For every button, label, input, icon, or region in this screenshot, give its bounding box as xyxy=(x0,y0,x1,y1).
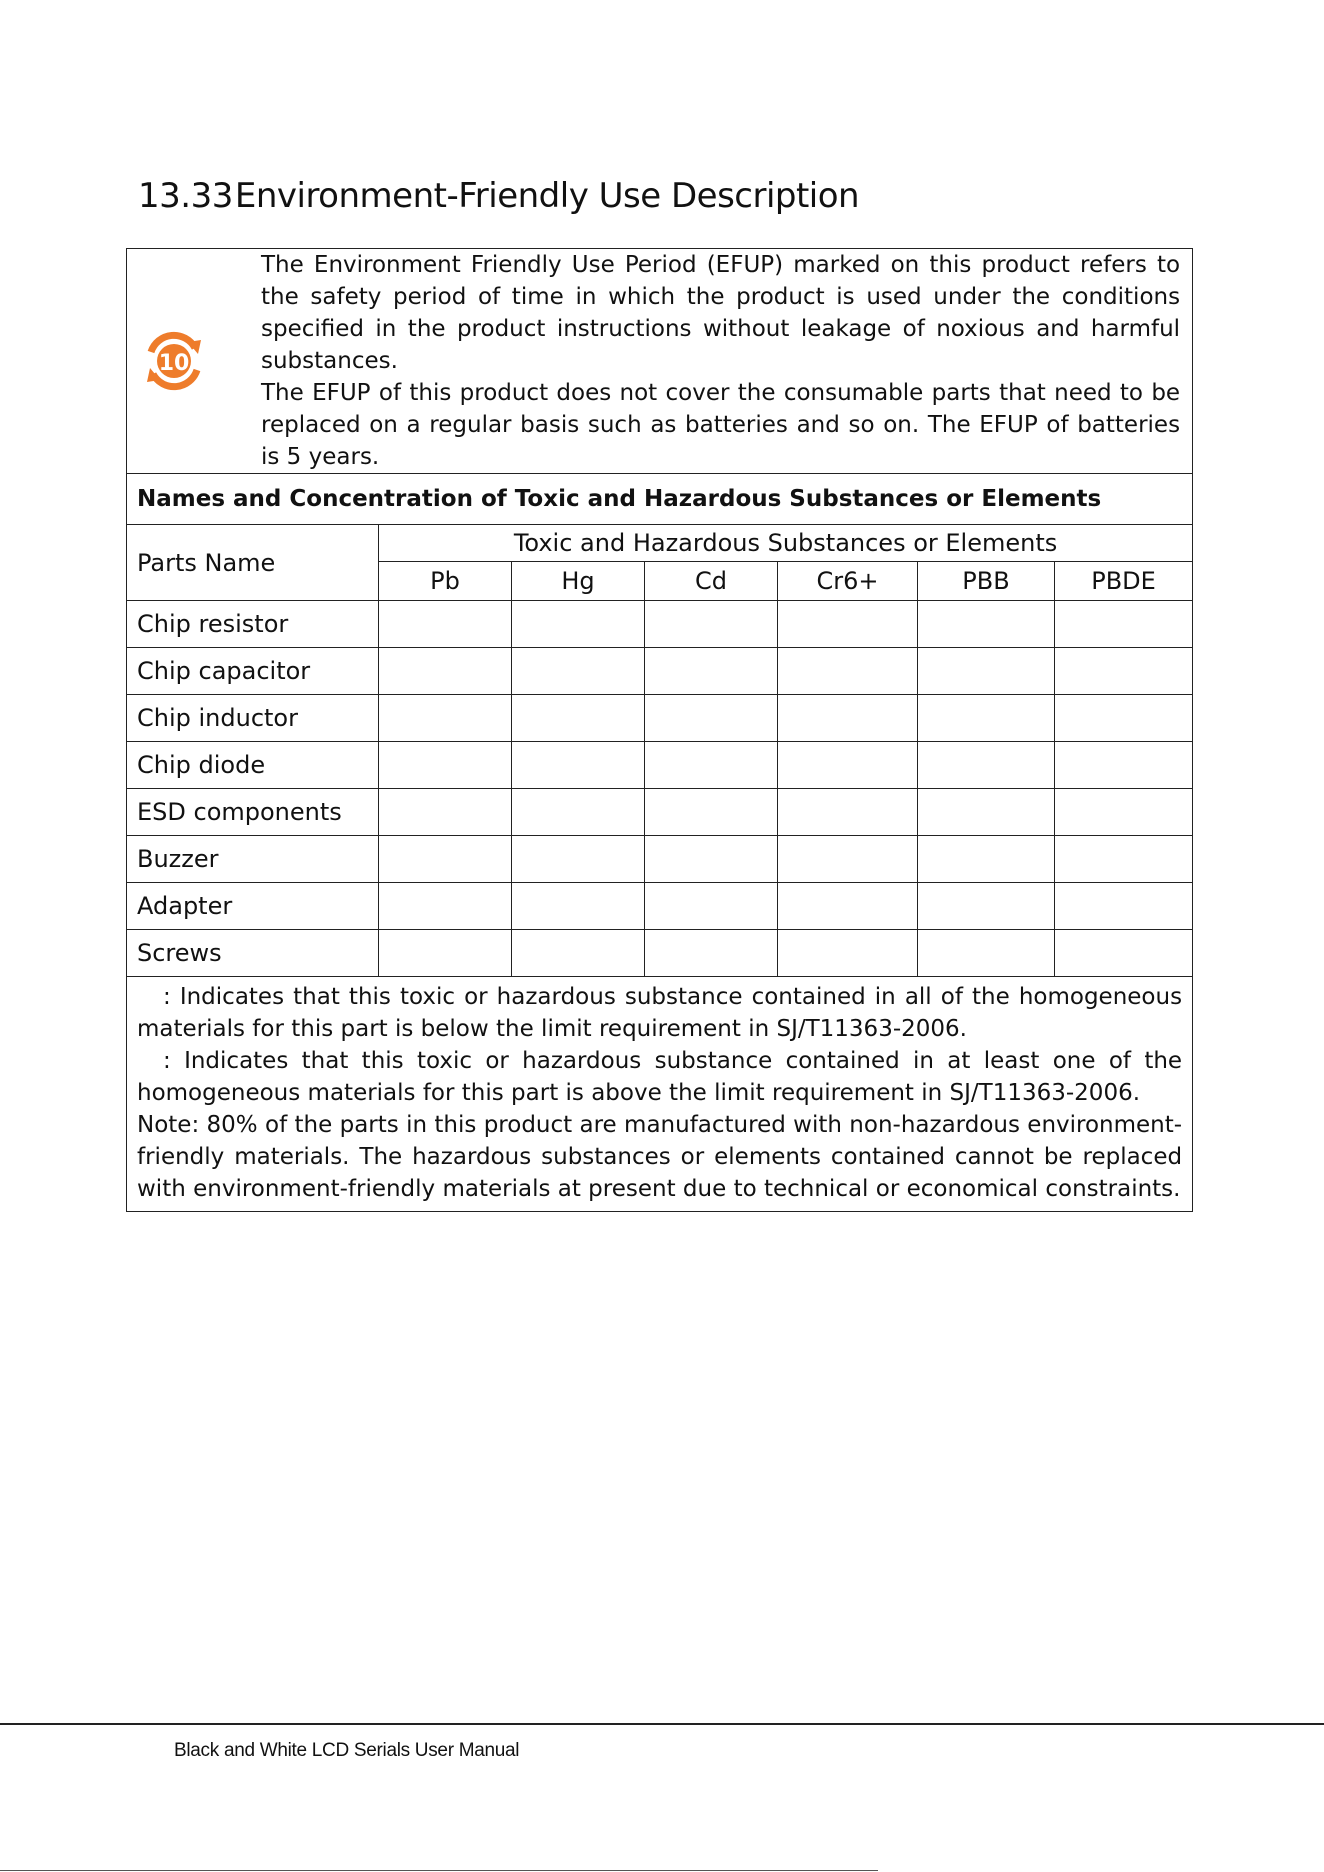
table-cell xyxy=(645,789,778,836)
table-cell xyxy=(645,648,778,695)
table-row xyxy=(127,930,1193,977)
notes-cell xyxy=(127,977,1193,1212)
table-cell xyxy=(778,742,918,789)
note-below-limit: : Indicates that this toxic or hazardous substance contained in all of the homogeneous materials for this part is below the limit requirement in SJ/T11363-2006. xyxy=(137,984,1183,1042)
table-cell xyxy=(1055,883,1193,930)
section-number: 13.33 xyxy=(138,176,233,216)
part-name: Chip capacitor xyxy=(127,648,379,695)
table-cell xyxy=(645,742,778,789)
table-cell xyxy=(645,601,778,648)
table-cell xyxy=(512,601,645,648)
table-row xyxy=(127,695,1193,742)
table-cell xyxy=(778,883,918,930)
table-cell xyxy=(778,695,918,742)
table-cell xyxy=(918,601,1055,648)
table-cell xyxy=(379,836,512,883)
efup-paragraph-2: The EFUP of this product does not cover the consumable parts that need to be replaced on a regular basis such as batteries and so on. The EFUP of batteries is 5 years. xyxy=(261,380,1181,470)
table-cell xyxy=(778,789,918,836)
part-name: Adapter xyxy=(127,883,379,930)
efup-table xyxy=(126,248,1193,1212)
substances-header: Toxic and Hazardous Substances or Elements xyxy=(379,525,1193,562)
table-cell xyxy=(512,930,645,977)
table-cell xyxy=(918,742,1055,789)
table-row xyxy=(127,648,1193,695)
table-cell xyxy=(918,883,1055,930)
table-row xyxy=(127,789,1193,836)
table-cell xyxy=(645,883,778,930)
part-name: Chip diode xyxy=(127,742,379,789)
table-cell xyxy=(1055,789,1193,836)
table-cell xyxy=(512,789,645,836)
table-cell xyxy=(512,836,645,883)
table-cell xyxy=(379,648,512,695)
table-cell xyxy=(512,695,645,742)
table-cell xyxy=(1055,742,1193,789)
table-cell xyxy=(778,930,918,977)
table-cell xyxy=(1055,601,1193,648)
table-cell xyxy=(1055,930,1193,977)
table-cell xyxy=(1055,695,1193,742)
part-name: Screws xyxy=(127,930,379,977)
table-cell xyxy=(918,836,1055,883)
table-cell xyxy=(645,930,778,977)
table-cell xyxy=(379,930,512,977)
table-cell xyxy=(512,742,645,789)
efup-intro-cell xyxy=(127,249,1193,474)
column-header-pb: Pb xyxy=(379,562,512,601)
footer-manual-title: Black and White LCD Serials User Manual xyxy=(174,1740,520,1761)
table-row xyxy=(127,742,1193,789)
table-cell xyxy=(778,648,918,695)
table-cell xyxy=(918,648,1055,695)
table-cell xyxy=(379,601,512,648)
table-cell xyxy=(379,883,512,930)
section-title xyxy=(138,176,859,216)
part-name: Chip inductor xyxy=(127,695,379,742)
part-name: Chip resistor xyxy=(127,601,379,648)
section-title-text: Environment-Friendly Use Description xyxy=(234,176,860,216)
bottom-divider xyxy=(0,1870,878,1871)
table-heading: Names and Concentration of Toxic and Hazardous Substances or Elements xyxy=(127,474,1193,525)
table-cell xyxy=(379,789,512,836)
table-row xyxy=(127,601,1193,648)
table-cell xyxy=(379,695,512,742)
table-cell xyxy=(918,695,1055,742)
table-cell xyxy=(918,930,1055,977)
efup-description xyxy=(261,249,1182,473)
column-header-pbde: PBDE xyxy=(1055,562,1193,601)
efup-icon-number: 10 xyxy=(158,351,190,376)
column-header-cd: Cd xyxy=(645,562,778,601)
note-general: Note: 80% of the parts in this product are manufactured with non-hazardous environment-friendly materials. The hazardous substances or elements contained cannot be replaced with environment-friendly materials at present due to technical or economical constraints. xyxy=(137,1112,1183,1202)
table-cell xyxy=(645,695,778,742)
table-row xyxy=(127,836,1193,883)
table-cell xyxy=(512,883,645,930)
table-cell xyxy=(1055,836,1193,883)
table-cell xyxy=(512,648,645,695)
table-cell xyxy=(778,836,918,883)
table-cell xyxy=(379,742,512,789)
table-row xyxy=(127,883,1193,930)
part-name: ESD components xyxy=(127,789,379,836)
column-header-hg: Hg xyxy=(512,562,645,601)
table-cell xyxy=(1055,648,1193,695)
footer-divider xyxy=(0,1723,1324,1725)
column-header-pbb: PBB xyxy=(918,562,1055,601)
column-header-cr6: Cr6+ xyxy=(778,562,918,601)
part-name: Buzzer xyxy=(127,836,379,883)
table-cell xyxy=(918,789,1055,836)
efup-10-year-icon xyxy=(137,330,261,392)
parts-name-header: Parts Name xyxy=(127,525,379,601)
table-cell xyxy=(645,836,778,883)
efup-paragraph-1: The Environment Friendly Use Period (EFUP) marked on this product refers to the safety period of time in which the product is used under the conditions specified in the product instructions without leakage of noxious and harmful substances. xyxy=(261,252,1181,374)
note-above-limit: : Indicates that this toxic or hazardous substance contained in at least one of the homogeneous materials for this part is above the limit requirement in SJ/T11363-2006. xyxy=(137,1048,1183,1106)
table-cell xyxy=(778,601,918,648)
